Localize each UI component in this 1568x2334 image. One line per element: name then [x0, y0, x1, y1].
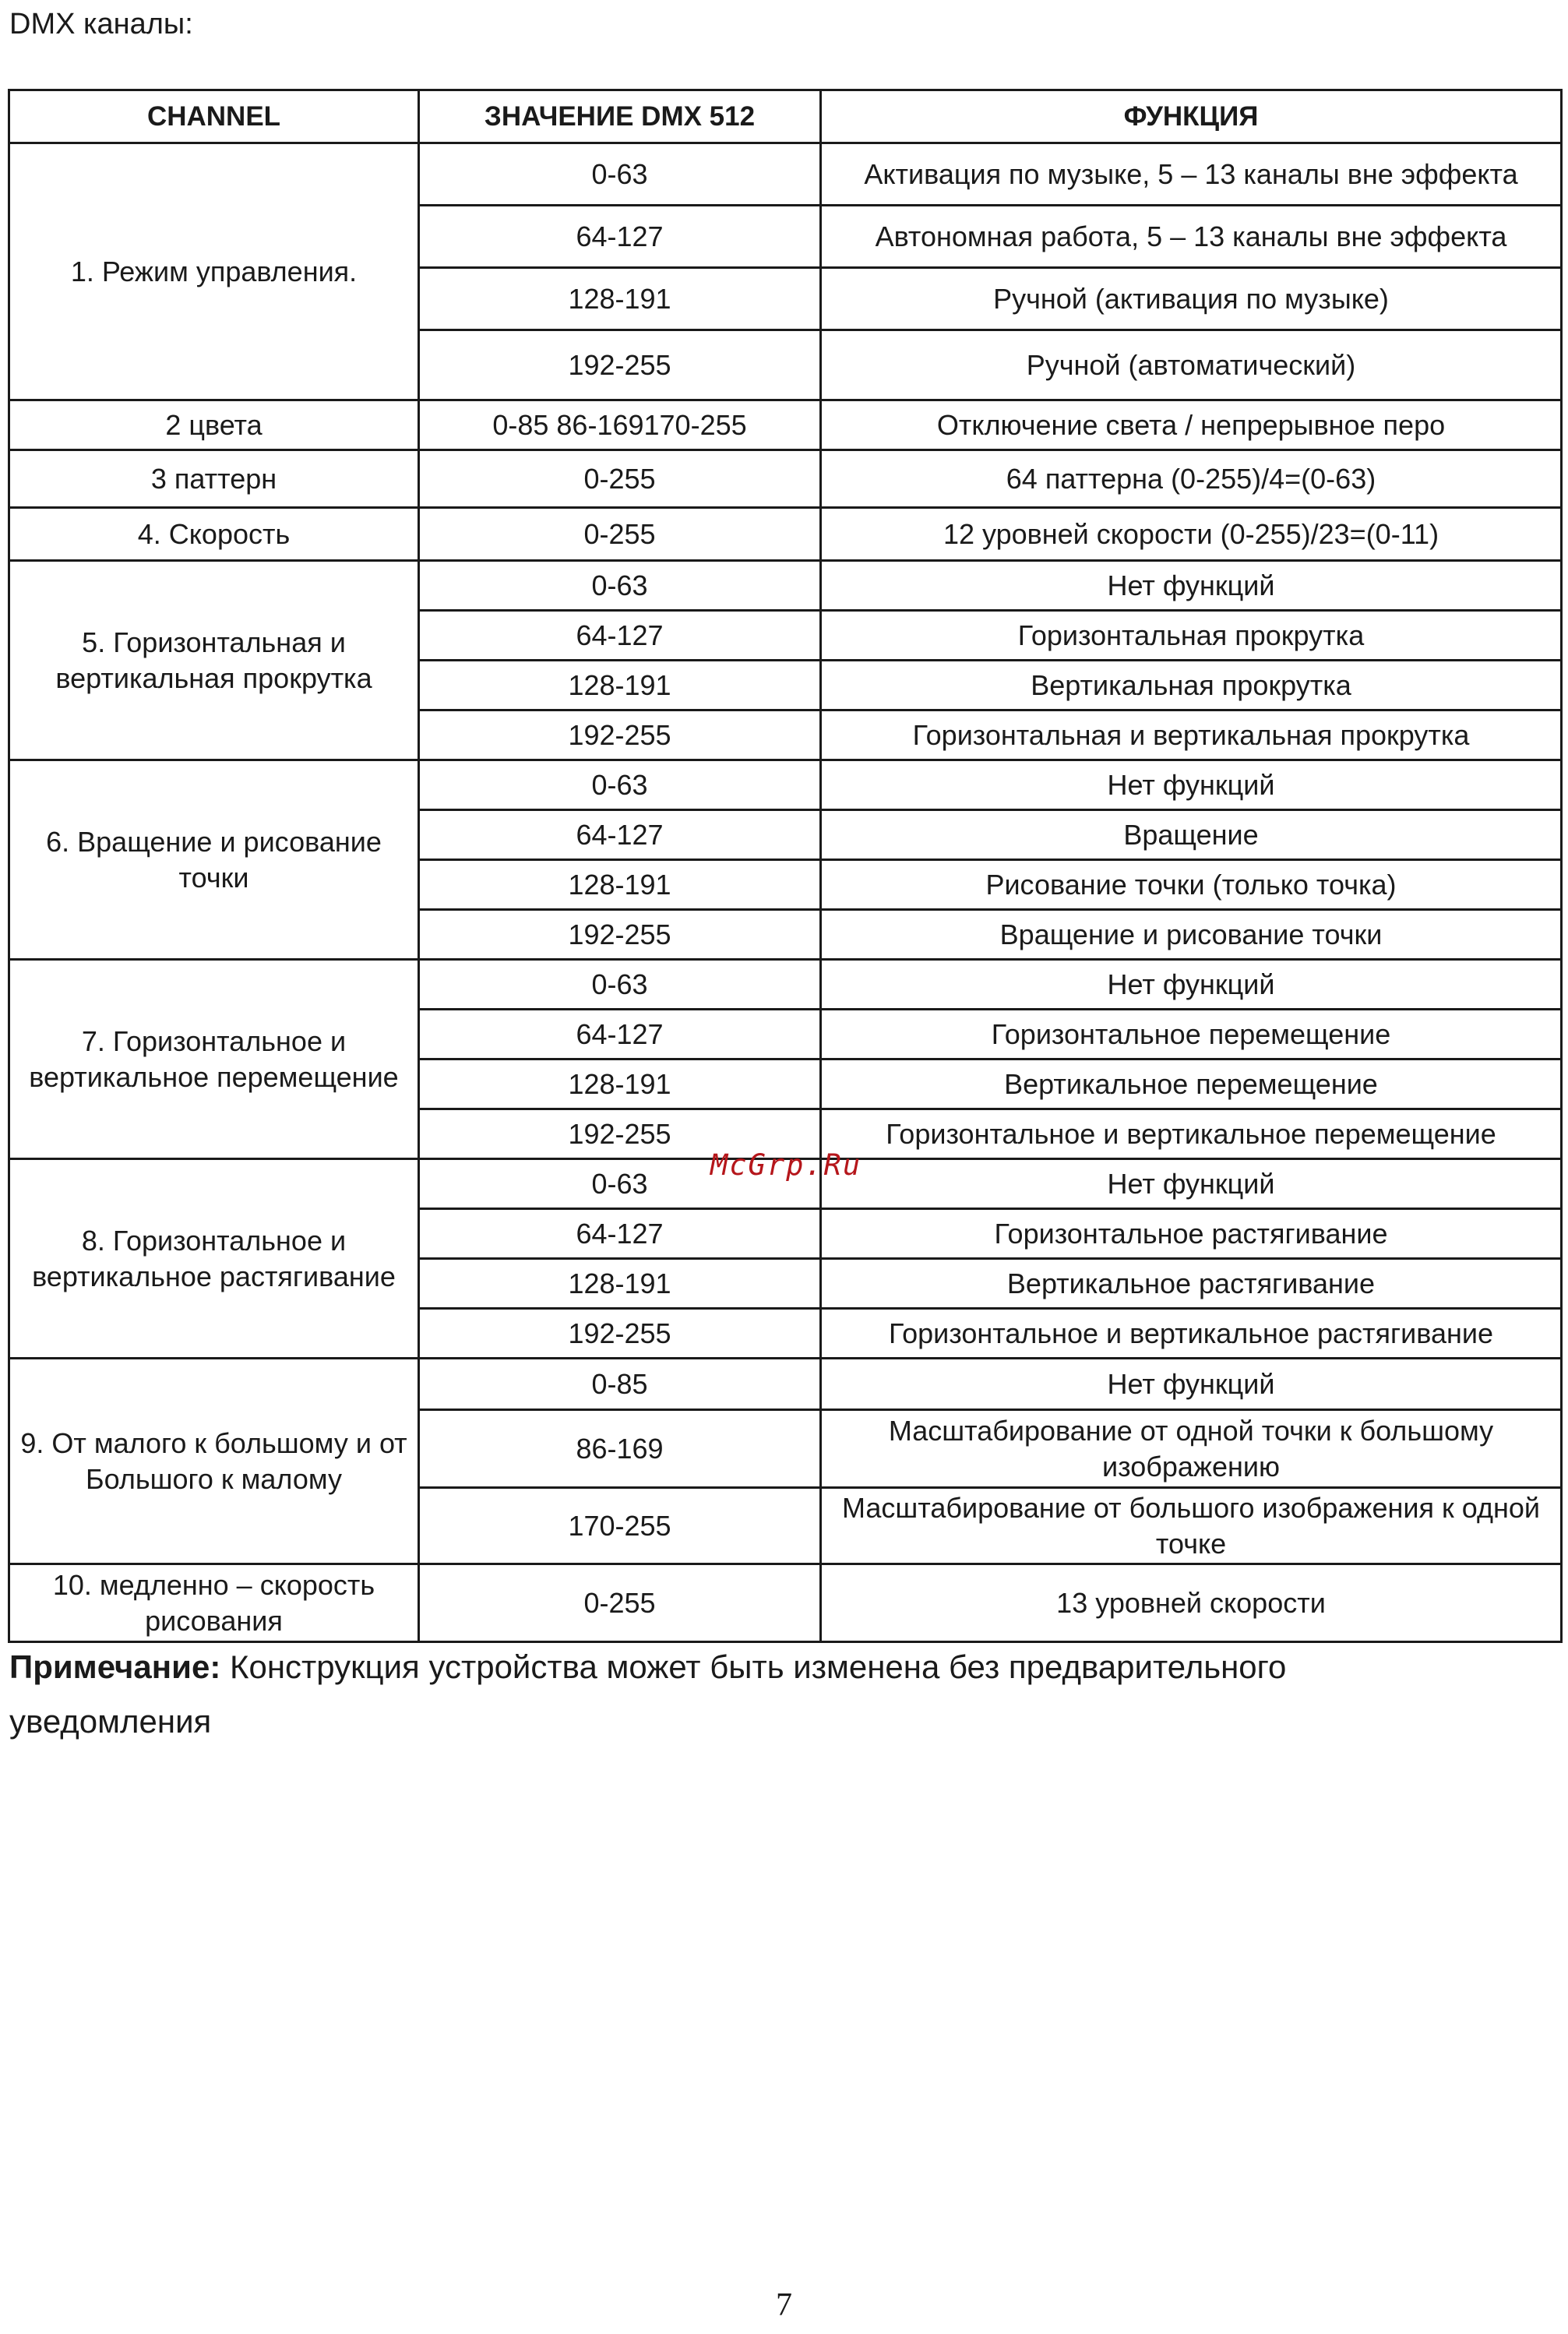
function-cell: Горизонтальная прокрутка	[821, 611, 1562, 661]
dmx-value-cell: 128-191	[419, 860, 821, 910]
dmx-value-cell: 128-191	[419, 1259, 821, 1309]
dmx-value-cell: 0-85	[419, 1359, 821, 1410]
table-body	[9, 143, 1562, 1642]
dmx-value-cell: 0-63	[419, 561, 821, 611]
function-cell: Вертикальное растягивание	[821, 1259, 1562, 1309]
function-cell: Вращение и рисование точки	[821, 910, 1562, 960]
function-cell: 13 уровней скорости	[821, 1564, 1562, 1642]
note	[9, 1640, 1489, 1749]
dmx-value-cell: 64-127	[419, 1010, 821, 1059]
function-cell: Нет функций	[821, 561, 1562, 611]
function-cell: Отключение света / непрерывное перо	[821, 400, 1562, 450]
function-cell: Нет функций	[821, 1159, 1562, 1209]
dmx-value-cell: 192-255	[419, 910, 821, 960]
table-row	[9, 1564, 1562, 1642]
dmx-value-cell: 192-255	[419, 1309, 821, 1359]
header-channel: CHANNEL	[9, 90, 419, 143]
function-cell: Автономная работа, 5 – 13 каналы вне эффекта	[821, 206, 1562, 268]
dmx-value-cell: 0-63	[419, 760, 821, 810]
channel-cell: 1. Режим управления.	[9, 143, 419, 400]
dmx-channel-table	[8, 89, 1563, 1643]
table-row	[9, 960, 1562, 1010]
function-cell: Ручной (активация по музыке)	[821, 268, 1562, 330]
channel-cell: 10. медленно – скорость рисования	[9, 1564, 419, 1642]
dmx-value-cell: 192-255	[419, 1109, 821, 1159]
dmx-value-cell: 128-191	[419, 1059, 821, 1109]
function-cell: Активация по музыке, 5 – 13 каналы вне эффекта	[821, 143, 1562, 206]
page-number: 7	[776, 2287, 792, 2323]
dmx-value-cell: 0-255	[419, 508, 821, 561]
table-header-row	[9, 90, 1562, 143]
function-cell: Нет функций	[821, 1359, 1562, 1410]
dmx-value-cell: 170-255	[419, 1488, 821, 1564]
dmx-value-cell: 64-127	[419, 1209, 821, 1259]
dmx-value-cell: 0-63	[419, 960, 821, 1010]
function-cell: 12 уровней скорости (0-255)/23=(0-11)	[821, 508, 1562, 561]
dmx-value-cell: 192-255	[419, 710, 821, 760]
channel-cell: 9. От малого к большому и от Большого к малому	[9, 1359, 419, 1564]
table-row	[9, 760, 1562, 810]
dmx-value-cell: 0-63	[419, 1159, 821, 1209]
table-row	[9, 1359, 1562, 1410]
channel-cell: 2 цвета	[9, 400, 419, 450]
function-cell: Горизонтальное и вертикальное перемещение	[821, 1109, 1562, 1159]
function-cell: Рисование точки (только точка)	[821, 860, 1562, 910]
function-cell: Нет функций	[821, 960, 1562, 1010]
channel-cell: 8. Горизонтальное и вертикальное растягивание	[9, 1159, 419, 1359]
page-heading: DMX каналы:	[9, 8, 193, 41]
function-cell: Горизонтальная и вертикальная прокрутка	[821, 710, 1562, 760]
function-cell: Ручной (автоматический)	[821, 330, 1562, 400]
dmx-value-cell: 0-255	[419, 1564, 821, 1642]
function-cell: Вращение	[821, 810, 1562, 860]
watermark: McGrp.Ru	[710, 1148, 862, 1182]
note-text: Конструкция устройства может быть изменена без предварительного уведомления	[9, 1648, 1287, 1740]
dmx-value-cell: 86-169	[419, 1410, 821, 1488]
function-cell: Горизонтальное и вертикальное растягивание	[821, 1309, 1562, 1359]
table-row	[9, 143, 1562, 206]
channel-cell: 4. Скорость	[9, 508, 419, 561]
table-row	[9, 400, 1562, 450]
dmx-value-cell: 0-85 86-169170-255	[419, 400, 821, 450]
function-cell: Вертикальное перемещение	[821, 1059, 1562, 1109]
dmx-value-cell: 128-191	[419, 268, 821, 330]
header-dmx-value: ЗНАЧЕНИЕ DMX 512	[419, 90, 821, 143]
table-row	[9, 450, 1562, 508]
function-cell: Масштабирование от одной точки к большому изображению	[821, 1410, 1562, 1488]
channel-cell: 3 паттерн	[9, 450, 419, 508]
header-function: ФУНКЦИЯ	[821, 90, 1562, 143]
note-label: Примечание:	[9, 1648, 221, 1685]
channel-cell: 5. Горизонтальная и вертикальная прокрутка	[9, 561, 419, 760]
function-cell: Вертикальная прокрутка	[821, 661, 1562, 710]
table-row	[9, 508, 1562, 561]
dmx-value-cell: 64-127	[419, 611, 821, 661]
function-cell: 64 паттерна (0-255)/4=(0-63)	[821, 450, 1562, 508]
dmx-value-cell: 64-127	[419, 810, 821, 860]
table-row	[9, 561, 1562, 611]
channel-cell: 6. Вращение и рисование точки	[9, 760, 419, 960]
dmx-value-cell: 192-255	[419, 330, 821, 400]
function-cell: Горизонтальное перемещение	[821, 1010, 1562, 1059]
channel-cell: 7. Горизонтальное и вертикальное перемещение	[9, 960, 419, 1159]
dmx-value-cell: 128-191	[419, 661, 821, 710]
function-cell: Горизонтальное растягивание	[821, 1209, 1562, 1259]
function-cell: Масштабирование от большого изображения к одной точке	[821, 1488, 1562, 1564]
dmx-value-cell: 64-127	[419, 206, 821, 268]
dmx-value-cell: 0-255	[419, 450, 821, 508]
dmx-value-cell: 0-63	[419, 143, 821, 206]
function-cell: Нет функций	[821, 760, 1562, 810]
